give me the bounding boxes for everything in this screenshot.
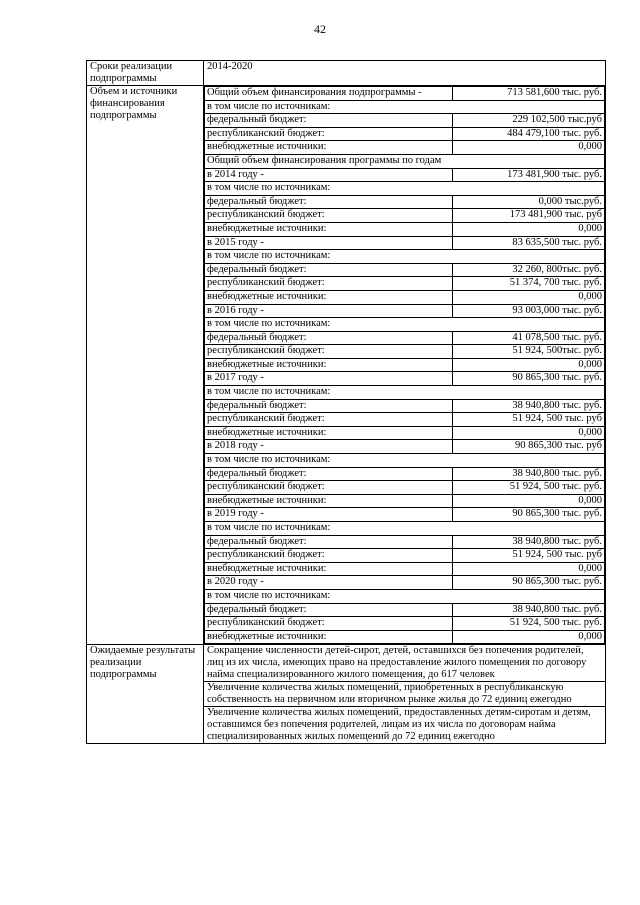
year-row — [205, 440, 605, 454]
year-extra-value: 0,000 — [453, 494, 605, 508]
year-row — [205, 549, 605, 563]
year-row — [205, 617, 605, 631]
republic-row — [205, 127, 605, 141]
year-row — [205, 386, 605, 400]
year-federal-value: 0,000 тыс.руб. — [453, 195, 605, 209]
year-total: 93 003,000 тыс. руб. — [453, 304, 605, 318]
year-label: в 2015 году - — [205, 236, 453, 250]
year-row — [205, 481, 605, 495]
year-total: 90 865,300 тыс. руб. — [453, 372, 605, 386]
year-total: 90 865,300 тыс. руб. — [453, 508, 605, 522]
year-row — [205, 630, 605, 644]
year-republic-label: республиканский бюджет: — [205, 481, 453, 495]
year-republic-value: 51 924, 500 тыс. руб. — [453, 617, 605, 631]
federal-row — [205, 114, 605, 128]
year-row — [205, 222, 605, 236]
year-extra-value: 0,000 — [453, 222, 605, 236]
year-row — [205, 358, 605, 372]
year-extra-label: внебюджетные источники: — [205, 630, 453, 644]
year-row — [205, 304, 605, 318]
year-row — [205, 467, 605, 481]
passport-table — [86, 60, 606, 744]
year-republic-value: 51 924, 500 тыс. руб — [453, 413, 605, 427]
year-label: в 2014 году - — [205, 168, 453, 182]
year-republic-label: республиканский бюджет: — [205, 209, 453, 223]
period-value: 2014-2020 — [204, 61, 606, 86]
year-republic-label: республиканский бюджет: — [205, 549, 453, 563]
year-extra-value: 0,000 — [453, 562, 605, 576]
year-row — [205, 236, 605, 250]
year-extra-label: внебюджетные источники: — [205, 222, 453, 236]
year-republic-label: республиканский бюджет: — [205, 413, 453, 427]
financing-label: Объем и источники финансирования подпрограммы — [87, 86, 204, 645]
year-row — [205, 426, 605, 440]
year-row — [205, 209, 605, 223]
year-federal-label: федеральный бюджет: — [205, 535, 453, 549]
year-row — [205, 318, 605, 332]
year-total: 83 635,500 тыс. руб. — [453, 236, 605, 250]
page-number: 42 — [314, 22, 326, 36]
by-years-header: Общий объем финансирования программы по годам — [205, 154, 605, 168]
total-label: Общий объем финансирования подпрограммы - — [205, 87, 453, 101]
year-row — [205, 508, 605, 522]
year-row — [205, 603, 605, 617]
year-row — [205, 290, 605, 304]
result-item: Увеличение количества жилых помещений, приобретенных в республиканскую собственность на первичном или вторичном рынке жилья до 72 единиц ежегодно — [204, 682, 605, 707]
year-federal-label: федеральный бюджет: — [205, 263, 453, 277]
year-label: в 2019 году - — [205, 508, 453, 522]
period-label: Сроки реализации подпрограммы — [87, 61, 204, 86]
year-row — [205, 195, 605, 209]
year-row — [205, 535, 605, 549]
year-republic-value: 51 374, 700 тыс. руб. — [453, 277, 605, 291]
year-sources-header: в том числе по источникам: — [205, 589, 605, 603]
year-federal-value: 38 940,800 тыс. руб. — [453, 399, 605, 413]
year-federal-value: 38 940,800 тыс. руб. — [453, 467, 605, 481]
year-republic-value: 51 924, 500 тыс. руб. — [453, 481, 605, 495]
year-federal-value: 38 940,800 тыс. руб. — [453, 535, 605, 549]
year-sources-header: в том числе по источникам: — [205, 522, 605, 536]
year-row — [205, 399, 605, 413]
year-row — [205, 562, 605, 576]
federal-label: федеральный бюджет: — [205, 114, 453, 128]
year-sources-header: в том числе по источникам: — [205, 386, 605, 400]
year-republic-label: республиканский бюджет: — [205, 277, 453, 291]
year-extra-value: 0,000 — [453, 358, 605, 372]
sources-header: в том числе по источникам: — [205, 100, 605, 114]
year-total: 173 481,900 тыс. руб. — [453, 168, 605, 182]
year-republic-label: республиканский бюджет: — [205, 617, 453, 631]
extra-value: 0,000 — [453, 141, 605, 155]
sources-header-row — [205, 100, 605, 114]
year-extra-value: 0,000 — [453, 290, 605, 304]
year-row — [205, 345, 605, 359]
year-extra-label: внебюджетные источники: — [205, 426, 453, 440]
financing-cell — [204, 86, 606, 645]
year-sources-header: в том числе по источникам: — [205, 454, 605, 468]
year-row — [205, 494, 605, 508]
year-row — [205, 413, 605, 427]
year-row — [205, 250, 605, 264]
financing-table — [204, 86, 605, 644]
year-extra-label: внебюджетные источники: — [205, 290, 453, 304]
year-republic-value: 51 924, 500тыс. руб. — [453, 345, 605, 359]
year-extra-value: 0,000 — [453, 630, 605, 644]
year-row — [205, 454, 605, 468]
total-value: 713 581,600 тыс. руб. — [453, 87, 605, 101]
federal-value: 229 102,500 тыс.руб — [453, 114, 605, 128]
year-extra-label: внебюджетные источники: — [205, 358, 453, 372]
year-federal-label: федеральный бюджет: — [205, 603, 453, 617]
year-total: 90 865,300 тыс. руб. — [453, 576, 605, 590]
year-republic-value: 173 481,900 тыс. руб — [453, 209, 605, 223]
year-label: в 2018 году - — [205, 440, 453, 454]
result-item: Сокращение численности детей-сирот, детей, оставшихся без попечения родителей, лиц из их числа, имеющих право на предоставление жилого помещения по договору найма специализированного жилого помещения, до 617 человек — [204, 645, 605, 682]
year-row — [205, 277, 605, 291]
republic-label: республиканский бюджет: — [205, 127, 453, 141]
year-row — [205, 182, 605, 196]
year-federal-value: 32 260, 800тыс. руб. — [453, 263, 605, 277]
year-sources-header: в том числе по источникам: — [205, 182, 605, 196]
total-row — [205, 87, 605, 101]
year-row — [205, 168, 605, 182]
year-sources-header: в том числе по источникам: — [205, 250, 605, 264]
year-extra-label: внебюджетные источники: — [205, 562, 453, 576]
year-federal-label: федеральный бюджет: — [205, 467, 453, 481]
year-label: в 2016 году - — [205, 304, 453, 318]
year-federal-label: федеральный бюджет: — [205, 195, 453, 209]
extra-label: внебюджетные источники: — [205, 141, 453, 155]
period-row — [87, 61, 606, 86]
year-total: 90 865,300 тыс. руб — [453, 440, 605, 454]
results-row — [87, 645, 606, 744]
year-federal-value: 41 078,500 тыс. руб. — [453, 331, 605, 345]
year-federal-label: федеральный бюджет: — [205, 399, 453, 413]
year-republic-label: республиканский бюджет: — [205, 345, 453, 359]
year-sources-header: в том числе по источникам: — [205, 318, 605, 332]
year-row — [205, 576, 605, 590]
republic-value: 484 479,100 тыс. руб. — [453, 127, 605, 141]
results-label: Ожидаемые результаты реализации подпрограммы — [87, 645, 204, 744]
year-extra-value: 0,000 — [453, 426, 605, 440]
year-republic-value: 51 924, 500 тыс. руб — [453, 549, 605, 563]
year-federal-value: 38 940,800 тыс. руб. — [453, 603, 605, 617]
by-years-header-row — [205, 154, 605, 168]
year-row — [205, 263, 605, 277]
year-row — [205, 522, 605, 536]
year-row — [205, 331, 605, 345]
extra-row — [205, 141, 605, 155]
year-row — [205, 589, 605, 603]
year-federal-label: федеральный бюджет: — [205, 331, 453, 345]
result-item: Увеличение количества жилых помещений, предоставленных детям-сиротам и детям, оставшимся без попечения родителей, лицам из их числа по договорам найма специализированных жилых помещений до 72 единиц ежегодно — [207, 707, 591, 743]
year-label: в 2020 году - — [205, 576, 453, 590]
year-extra-label: внебюджетные источники: — [205, 494, 453, 508]
results-cell — [204, 645, 606, 744]
year-row — [205, 372, 605, 386]
financing-row — [87, 86, 606, 645]
year-label: в 2017 году - — [205, 372, 453, 386]
